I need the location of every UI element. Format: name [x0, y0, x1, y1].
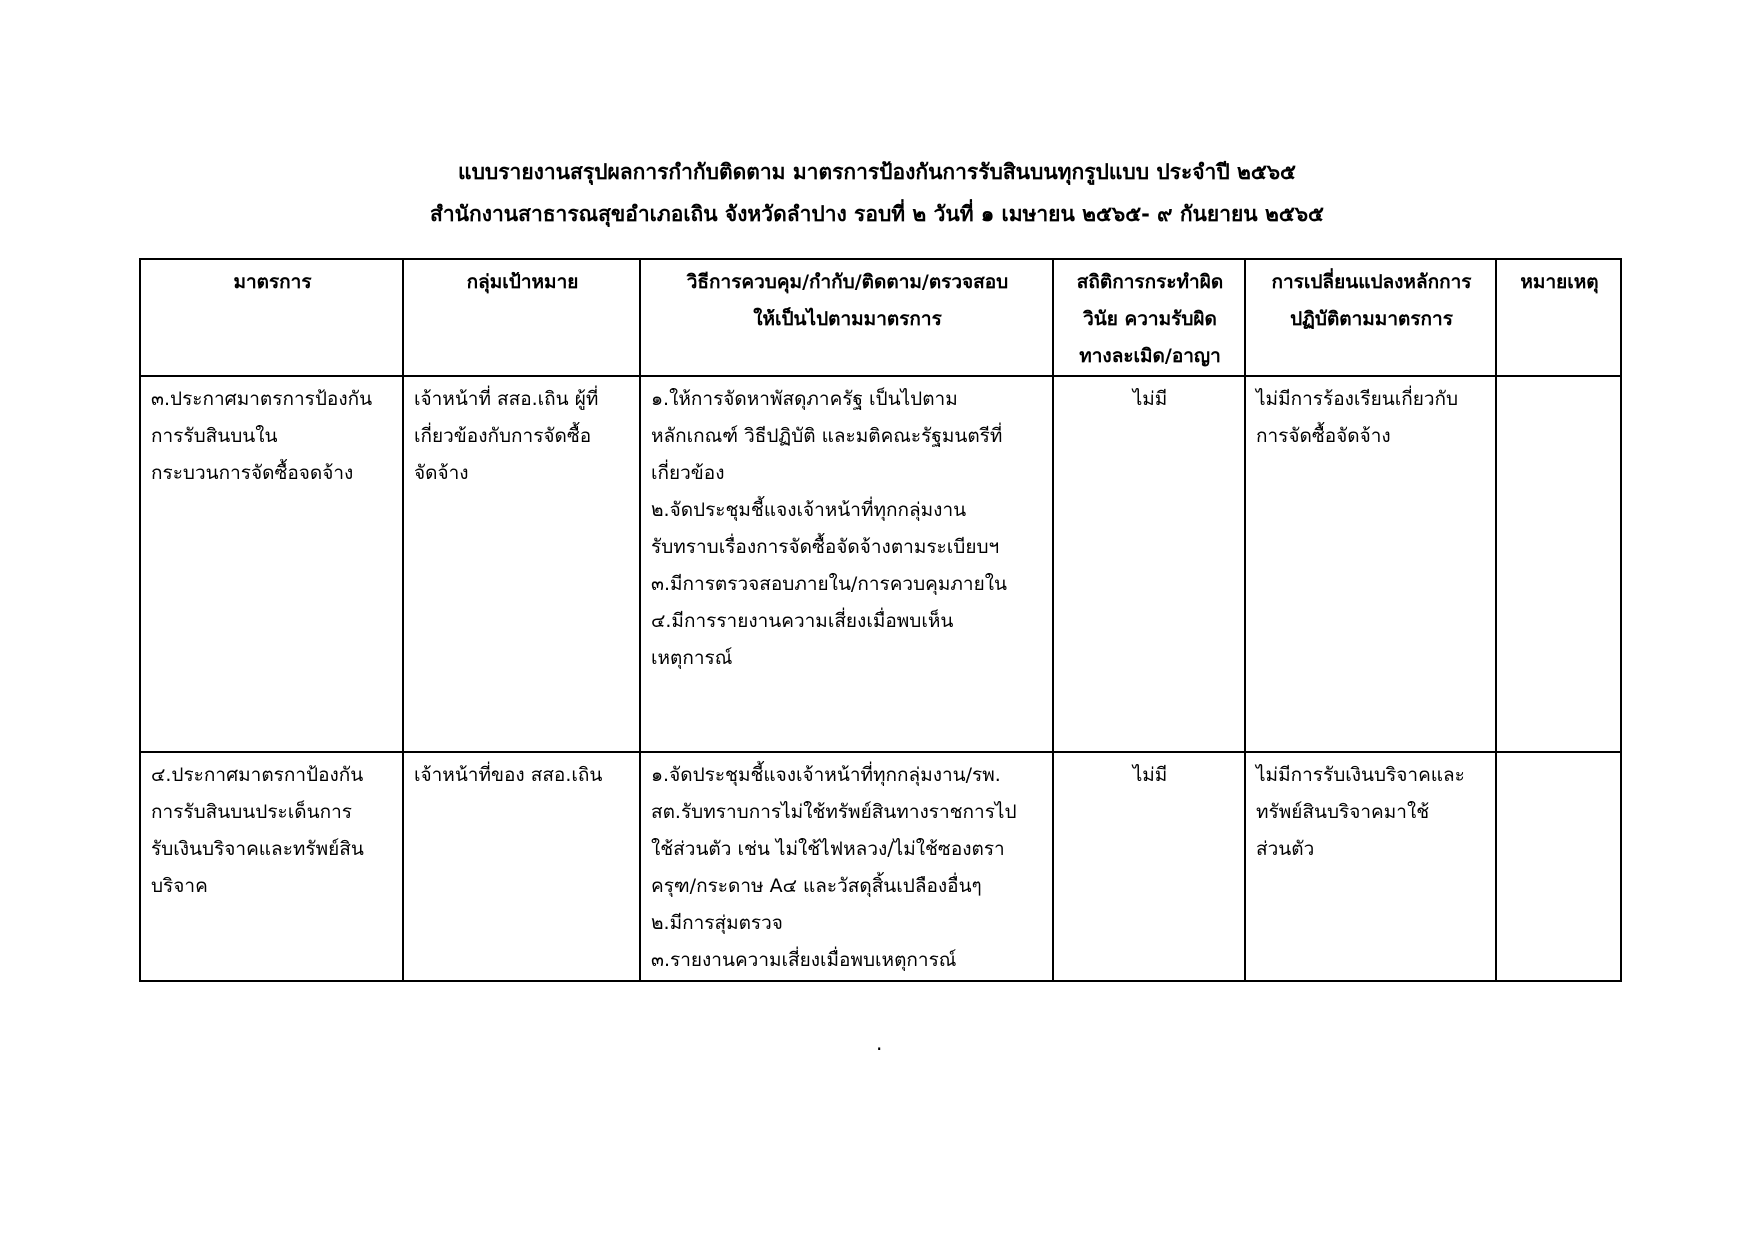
report-table	[139, 258, 1622, 982]
header-measure: มาตรการ	[140, 259, 403, 376]
cell-measure: ๓.ประกาศมาตรการป้องกัน การรับสินบนใน กระบวนการจัดซื้อจดจ้าง	[140, 376, 403, 752]
report-title-line-1: แบบรายงานสรุปผลการกำกับติดตาม มาตรการป้องกันการรับสินบนทุกรูปแบบ ประจำปี ๒๕๖๕	[458, 160, 1296, 184]
table-row	[140, 376, 1621, 752]
header-target-group: กลุ่มเป้าหมาย	[403, 259, 640, 376]
footer-mark: .	[876, 1031, 883, 1055]
cell-principle-changes: ไม่มีการรับเงินบริจาคและ ทรัพย์สินบริจาคมาใช้ ส่วนตัว	[1245, 752, 1496, 981]
table-row	[140, 752, 1621, 981]
cell-measure: ๔.ประกาศมาตรกาป้องกัน การรับสินบนประเด็นการ รับเงินบริจาคและทรัพย์สิน บริจาค	[140, 752, 403, 981]
cell-target-group: เจ้าหน้าที่ สสอ.เถิน ผู้ที่ เกี่ยวข้องกับการจัดซื้อ จัดจ้าง	[403, 376, 640, 752]
cell-violation-statistics: ไม่มี	[1053, 376, 1245, 752]
header-row	[140, 259, 1621, 376]
cell-target-group: เจ้าหน้าที่ของ สสอ.เถิน	[403, 752, 640, 981]
header-remarks: หมายเหตุ	[1496, 259, 1621, 376]
cell-control-methods: ๑.ให้การจัดหาพัสดุภาครัฐ เป็นไปตาม หลักเกณฑ์ วิธีปฏิบัติ และมติคณะรัฐมนตรีที่ เกี่ยวข้อง ๒.จัดประชุมชี้แจงเจ้าหน้าที่ทุกกลุ่มงาน รับทราบเรื่องการจัดซื้อจัดจ้างตามระเบียบฯ ๓.มีการตรวจสอบภายใน/การควบคุมภายใน ๔.มีการรายงานความเสี่ยงเมื่อพบเห็น เหตุการณ์	[640, 376, 1053, 752]
header-control-methods: วิธีการควบคุม/กำกับ/ติดตาม/ตรวจสอบ ให้เป็นไปตามมาตรการ	[640, 259, 1053, 376]
cell-violation-statistics: ไม่มี	[1053, 752, 1245, 981]
cell-remarks	[1496, 752, 1621, 981]
header-principle-changes: การเปลี่ยนแปลงหลักการ ปฏิบัติตามมาตรการ	[1245, 259, 1496, 376]
cell-remarks	[1496, 376, 1621, 752]
header-violation-statistics: สถิติการกระทำผิด วินัย ความรับผิด ทางละเมิด/อาญา	[1053, 259, 1245, 376]
report-title-line-2: สำนักงานสาธารณสุขอำเภอเถิน จังหวัดลำปาง รอบที่ ๒ วันที่ ๑ เมษายน ๒๕๖๕- ๙ กันยายน ๒๕๖๕	[430, 202, 1324, 226]
cell-control-methods: ๑.จัดประชุมชี้แจงเจ้าหน้าที่ทุกกลุ่มงาน/รพ. สต.รับทราบการไม่ใช้ทรัพย์สินทางราชการไป ใช้ส่วนตัว เช่น ไม่ใช้ไฟหลวง/ไม่ใช้ซองตรา ครุฑ/กระดาษ A๔ และวัสดุสิ้นเปลืองอื่นๆ ๒.มีการสุ่มตรวจ ๓.รายงานความเสี่ยงเมื่อพบเหตุการณ์	[640, 752, 1053, 981]
cell-principle-changes: ไม่มีการร้องเรียนเกี่ยวกับ การจัดซื้อจัดจ้าง	[1245, 376, 1496, 752]
